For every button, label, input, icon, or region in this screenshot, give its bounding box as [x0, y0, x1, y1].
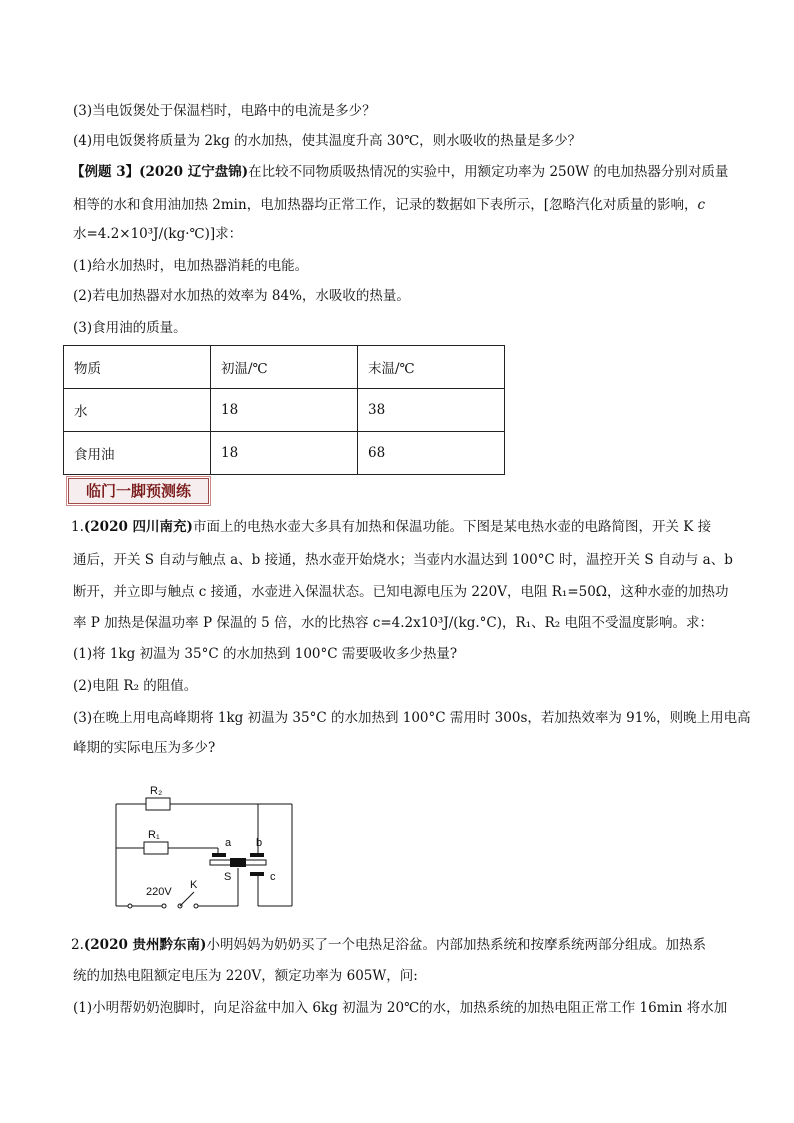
example-3-line2	[73, 195, 723, 215]
problem-1-number: 1.	[71, 519, 84, 535]
switch-s-contact-b	[250, 853, 264, 857]
label-r2: R₂	[150, 785, 163, 797]
switch-k-blade	[180, 892, 194, 906]
problem-1-text-1: 市面上的电热水壶大多具有加热和保温功能。下图是某电热水壶的电路简图，开关 K 接	[192, 519, 712, 535]
table-cell: 38	[358, 389, 505, 432]
circuit-diagram	[110, 782, 300, 912]
resistor-r1	[144, 842, 168, 854]
label-r1: R₁	[148, 829, 160, 841]
label-s: S	[224, 871, 232, 883]
problem-1-source: (2020 四川南充)	[83, 519, 193, 535]
problem-1-line2: 通后，开关 S 自动与触点 a、b 接通，热水壶开始烧水；当壶内水温达到 100°C 时，温控开关 S 自动与 a、b	[73, 552, 733, 568]
example-text-2: 相等的水和食用油加热 2min，电加热器均正常工作，记录的数据如下表所示，[忽略汽化对质量的影响，	[73, 197, 698, 213]
data-table	[63, 345, 505, 475]
example-source: (2020 辽宁盘锦)	[139, 164, 249, 180]
problem-2-line2: 统的加热电阻额定电压为 220V，额定功率为 605W，问:	[73, 968, 418, 984]
resistor-r2	[146, 798, 170, 810]
problem-1-line3: 断开，并立即与触点 c 接通，水壶进入保温状态。已知电源电压为 220V，电阻 R₁=50Ω，这种水壶的加热功	[73, 584, 729, 600]
switch-s-contact-c	[250, 872, 264, 876]
table-cell: 18	[211, 389, 358, 432]
label-c: c	[270, 871, 276, 883]
table-header-cell: 物质	[64, 346, 211, 389]
example-3-sub1: (1)给水加热时，电加热器消耗的电能。	[73, 258, 309, 274]
problem-2-text-1: 小明妈妈为奶奶买了一个电热足浴盆。内部加热系统和按摩系统两部分组成。加热系	[206, 937, 706, 953]
q4-text: (4)用电饭煲将质量为 2kg 的水加热，使其温度升高 30℃，则水吸收的热量是多少？	[73, 133, 582, 149]
example-3-line3: 水=4.2×10³J/(kg·℃)]求：	[73, 226, 243, 242]
table-row	[64, 389, 505, 432]
terminal-left	[128, 904, 132, 908]
table-header-cell: 初温/℃	[211, 346, 358, 389]
example-text-2-c: c	[697, 197, 706, 213]
table-header-row	[64, 346, 505, 389]
problem-2-source: (2020 贵州黔东南)	[83, 937, 207, 953]
table-row	[64, 432, 505, 475]
problem-1-sub3a: (3)在晚上用电高峰期将 1kg 初温为 35°C 的水加热到 100°C 需用时 300s，若加热效率为 91%，则晚上用电高	[73, 710, 751, 726]
problem-1-line1	[71, 517, 721, 537]
problem-1-line4: 率 P 加热是保温功率 P 保温的 5 倍，水的比热容 c=4.2x10³J/(kg.°C)，R₁、R₂ 电阻不受温度影响。求：	[73, 615, 713, 631]
label-voltage: 220V	[146, 886, 172, 898]
table-cell: 18	[211, 432, 358, 475]
example-3-sub2: (2)若电加热器对水加热的效率为 84%，水吸收的热量。	[73, 288, 410, 304]
problem-2-line3: (1)小明帮奶奶泡脚时，向足浴盆中加入 6kg 初温为 20℃的水，加热系统的加热电阻正常工作 16min 将水加	[73, 1000, 728, 1016]
table-cell: 水	[64, 389, 211, 432]
label-a: a	[225, 837, 232, 849]
problem-1-sub2: (2)电阻 R₂ 的阻值。	[73, 678, 198, 694]
problem-1-sub3b: 峰期的实际电压为多少?	[73, 740, 216, 756]
table-cell: 食用油	[64, 432, 211, 475]
q3-text: (3)当电饭煲处于保温档时，电路中的电流是多少？	[73, 103, 376, 119]
example-3-sub3: (3)食用油的质量。	[73, 320, 187, 336]
label-b: b	[256, 837, 263, 849]
table-header-cell: 末温/℃	[358, 346, 505, 389]
problem-1-sub1: (1)将 1kg 初温为 35°C 的水加热到 100°C 需要吸收多少热量?	[73, 646, 458, 662]
example-text-1: 在比较不同物质吸热情况的实验中，用额定功率为 250W 的电加热器分别对质量	[248, 164, 729, 180]
section-banner: 临门一脚预测练	[68, 478, 209, 504]
problem-2-line1	[71, 935, 721, 955]
example-label: 【例题 3】	[71, 164, 140, 180]
terminal-right	[162, 904, 166, 908]
switch-s-contact-a	[212, 853, 226, 857]
table-cell: 68	[358, 432, 505, 475]
label-k: K	[190, 879, 198, 891]
example-3-line1	[71, 162, 729, 182]
problem-2-number: 2.	[71, 937, 84, 953]
